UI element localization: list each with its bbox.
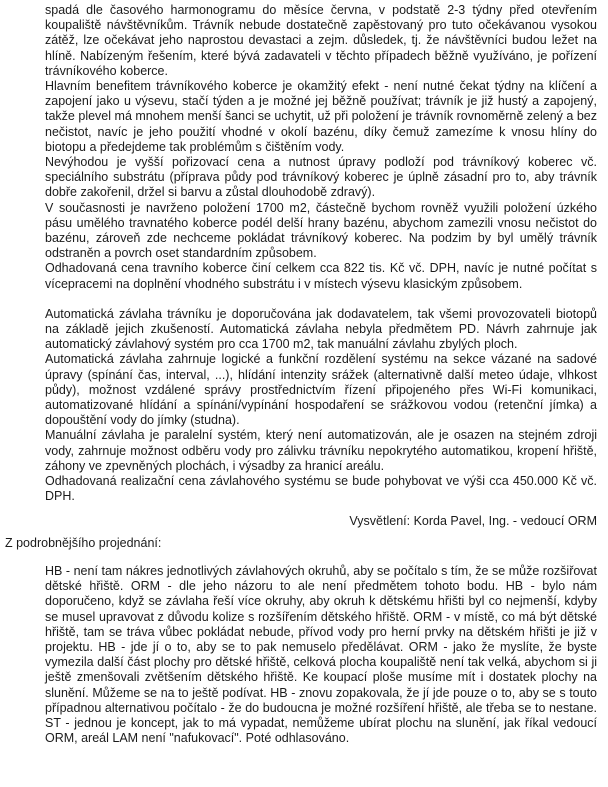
paragraph-lawn-cost: Odhadovaná cena travního koberce činí celkem cca 822 tis. Kč vč. DPH, navíc je nutné počítat s vícepracemi na doplnění vhodného substrátu i v místech výsevu klasickým způsobem. — [45, 261, 597, 291]
discussion-section — [45, 564, 597, 746]
section-heading: Z podrobnějšího projednání: — [5, 535, 162, 550]
paragraph-lawn-benefits: Hlavním benefitem trávníkového koberce je okamžitý efekt - není nutné čekat týdny na klíčení a zapojení jako u výsevu, stačí týden a je možné jej běžně používat; trávník je již hustý a zapojený, takže plevel má mnohem menší šanci se uchytit, už při položení je trávník rovnoměrně zelený a bez nečistot, navíc je jeho použití vhodné v okolí bazénu, díky čemuž zamezíme k vnosu hlíny do biotopu a předejdeme tak problémům s čištěním vody. — [45, 79, 597, 154]
paragraph-lawn-schedule: spadá dle časového harmonogramu do měsíce června, v podstatě 2-3 týdny před otevřením koupaliště návštěvníkům. Trávník nebude dostatečně zapěstovaný pro tuto očekávanou vysokou zátěž, lze očekávat jeho naprostou devastaci a zejm. důsledek, tj. že návštěvníci budou ležet na hlíně. Nabízeným řešením, které bývá zadavateli v těchto případech běžně využíváno, je pořízení trávníkového koberce. — [45, 3, 597, 78]
paragraph-irrigation-cost: Odhadovaná realizační cena závlahového systému se bude pohybovat ve výši cca 450.000 Kč vč. DPH. — [45, 474, 597, 504]
paragraph-irrigation-intro: Automatická závlaha trávníku je doporučována jak dodavatelem, tak všemi provozovateli biotopů na základě jejich zkušeností. Automatická závlaha nebyla předmětem PD. Návrh zahrnuje jak automatický závlahový systém pro cca 1700 m2, tak manuální závlahu zbylých ploch. — [45, 306, 597, 352]
irrigation-section — [45, 307, 597, 505]
paragraph-discussion: HB - není tam nákres jednotlivých závlahových okruhů, aby se počítalo s tím, že se může rozšiřovat dětské hřiště. ORM - dle jeho názoru to ale není předmětem tohoto bodu. HB - bylo nám doporučeno, když se závlaha řeší více okruhy, aby okruh k dětskému hřišti byl co nejmenší, kdyby se musel upravovat z důvodu kolize s rozšířením dětského hřiště. ORM - v místě, co má být dětské hřiště, tam se tráva vůbec pokládat nebude, přívod vody pro herní prvky na dětském hřišti je již v projektu. HB - jde jí o to, aby se to pak nemuselo předělávat. ORM - jako že myslíte, že byste vymezila další část plochy pro dětské hřiště, celková plocha koupaliště není tak velká, abychom si ji ještě zmenšovali zvětšením dětského hřiště. Ke koupací ploše musíme mít i dostatek plochy na slunění. Můžeme se na to ještě podívat. HB - znovu zopakovala, že jí jde pouze o to, aby se s touto případnou alternativou počítalo - že do budoucna je možné rozšíření hřiště, ale třeba se to nestane. ST - jednou je koncept, jak to má vypadat, nemůžeme ubírat plochu na slunění, jak říkal vedoucí ORM, areál LAM není "nafukovací". Poté odhlasováno. — [45, 563, 597, 746]
paragraph-lawn-proposal: V současnosti je navrženo položení 1700 m2, částečně bychom rovněž využili položení úzkého pásu umělého travnatého koberce podél delší hrany bazénu, abychom zamezili vnosu nečistot do bazénu, zároveň zde nechceme pokládat trávníkový koberec. Na podzim by byl umělý trávník odstraněn a povrch oset standardním způsobem. — [45, 200, 597, 261]
paragraph-irrigation-manual: Manuální závlaha je paralelní systém, který není automatizován, ale je osazen na stejném zdroji vody, zahrnuje možnost odběru vody pro zálivku trávníku nepokrytého automatikou, kropení hřiště, záhony ve zpevněných plochách, i výsadby za hranicí areálu. — [45, 428, 597, 473]
paragraph-irrigation-automatic: Automatická závlaha zahrnuje logické a funkční rozdělení systému na sekce vázané na sadové úpravy (spínání čas, interval, ...), hlídání intenzity srážek (alternativně další meteo údaje, vlhkost půdy), možnost vzdálené správy prostřednictvím řízení připojeného přes Wi-Fi komunikaci, automatizované hlídání a spínání/vypínání hospodaření se srážkovou vodou (retenční jímka) a dopouštění vody do jímky (studna). — [45, 352, 597, 428]
paragraph-lawn-disadvantages: Nevýhodou je vyšší pořizovací cena a nutnost úpravy podloží pod trávníkový koberec vč. speciálního substrátu (příprava půdy pod trávníkový koberec je úplně zásadní pro to, aby trávník dobře zakořenil, držel si barvu a zůstal dlouhodobě zdravý). — [45, 155, 597, 200]
lawn-carpet-section — [45, 3, 597, 292]
attribution-line: Vysvětlení: Korda Pavel, Ing. - vedoucí ORM — [349, 513, 597, 528]
